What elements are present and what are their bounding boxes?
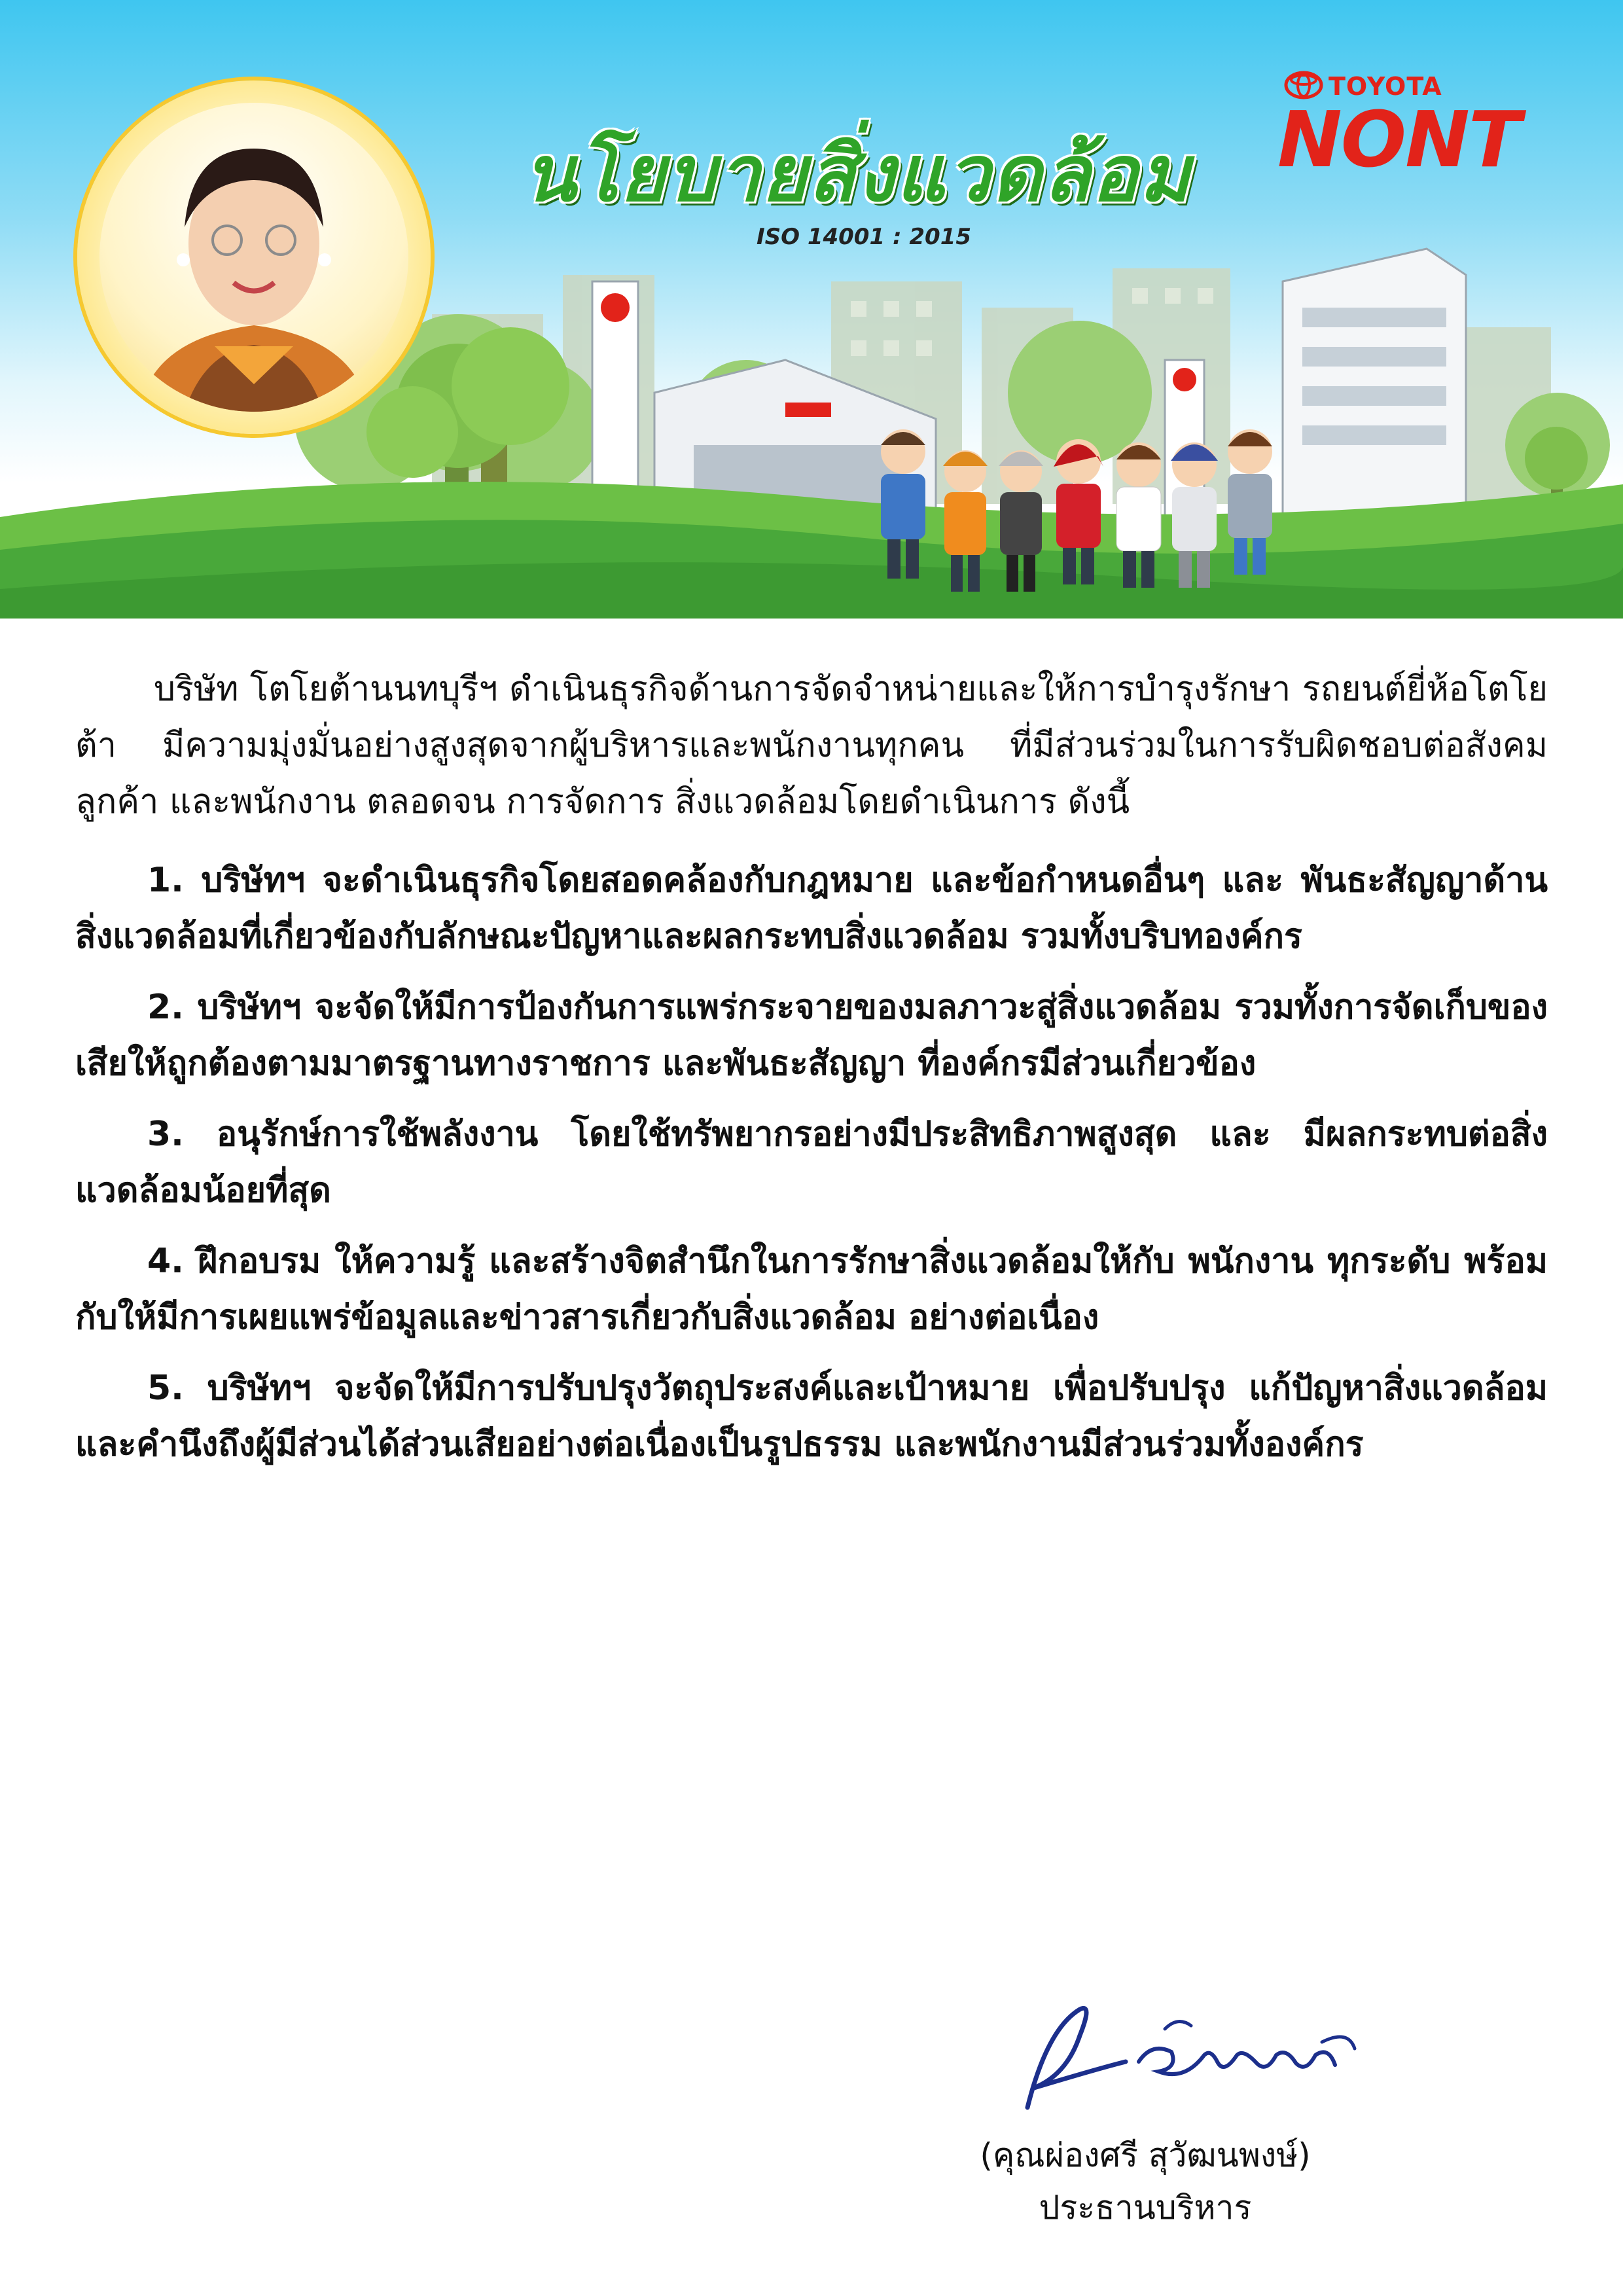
brand-name: NONT [1277,94,1520,185]
signer-title: ประธานบริหาร [1039,2189,1252,2227]
policy-item-5: 5. บริษัทฯ จะจัดให้มีการปรับปรุงวัตถุประสงค์และเป้าหมาย เพื่อปรับปรุง แก้ปัญหาสิ่งแวดล้อม และคำนึงถึงผู้มีส่วนได้ส่วนเสียอย่างต่อเนื่องเป็นรูปธรรม และพนักงานมีส่วนร่วมทั้งองค์กร [75,1369,1548,1464]
policy-item-3: 3. อนุรักษ์การใช้พลังงาน โดยใช้ทรัพยากรอย่างมีประสิทธิภาพสูงสุด และ มีผลกระทบต่อสิ่งแวดล้อมน้อยที่สุด [75,1115,1548,1210]
policy-item-4: 4. ฝึกอบรม ให้ความรู้ และสร้างจิตสำนึกในการรักษาสิ่งแวดล้อมให้กับ พนักงาน ทุกระดับ พร้อมกับให้มีการเผยแพร่ข้อมูลและข่าวสารเกี่ยวกับสิ่งแวดล้อม อย่างต่อเนื่อง [75,1242,1548,1337]
toyota-nont-logo [1276,65,1538,183]
iso-standard-label: ISO 14001 : 2015 [756,224,972,250]
policy-item-2: 2. บริษัทฯ จะจัดให้มีการป้องกันการแพร่กระจายของมลภาวะสู่สิ่งแวดล้อม รวมทั้งการจัดเก็บของเสียให้ถูกต้องตามมาตรฐานทางราชการ และพันธะสัญญา ที่องค์กรมีส่วนเกี่ยวข้อง [75,988,1548,1083]
header-banner [0,0,1623,619]
policy-document [75,661,1548,1487]
handwritten-signature [929,1990,1387,2127]
signer-name: (คุณผ่องศรี สุวัฒนพงษ์) [980,2136,1311,2174]
brand-top-label: TOYOTA [1329,72,1442,101]
chairwoman-portrait [99,103,408,412]
signature-block [851,1990,1440,2284]
intro-paragraph: บริษัท โตโยต้านนทบุรีฯ ดำเนินธุรกิจด้านการจัดจำหน่ายและให้การบำรุงรักษา รถยนต์ยี่ห้อโตโยต้า มีความมุ่งมั่นอย่างสูงสุดจากผู้บริหารและพนักงานทุกคน ที่มีส่วนร่วมในการรับผิดชอบต่อสังคม ลูกค้า และพนักงาน ตลอดจน การจัดการ สิ่งแวดล้อมโดยดำเนินการ ดังนี้ [75,670,1548,821]
page-title: นโยบายสิ่งแวดล้อม [523,128,1192,219]
policy-item-1: 1. บริษัทฯ จะดำเนินธุรกิจโดยสอดคล้องกับกฎหมาย และข้อกำหนดอื่นๆ และ พันธะสัญญาด้านสิ่งแวดล้อมที่เกี่ยวข้องกับลักษณะปัญหาและผลกระทบสิ่งแวดล้อม รวมทั้งบริบทองค์กร [75,861,1548,956]
